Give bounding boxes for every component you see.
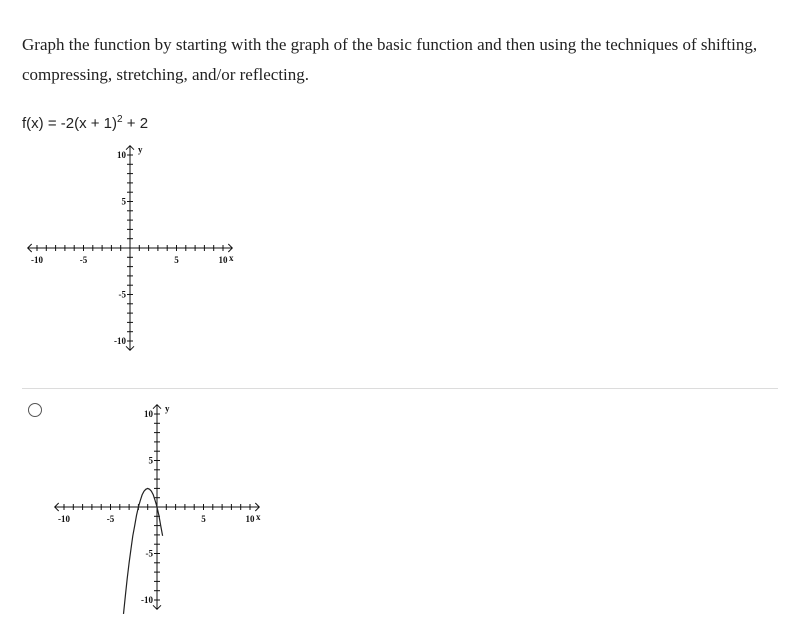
x-tick-label: 10 <box>245 514 255 524</box>
y-tick-label: 5 <box>121 196 126 207</box>
y-axis-label: y <box>138 144 143 155</box>
y-tick-label: 10 <box>144 409 153 419</box>
y-tick-label: -10 <box>141 595 153 605</box>
answer-option-radio[interactable] <box>28 403 42 417</box>
question-prompt: Graph the function by starting with the graph of the basic function and then using the techniques of shifting, compressing, stretching, and/or reflecting. <box>22 35 758 84</box>
function-tail: + 2 <box>122 115 149 132</box>
function-expression <box>22 114 148 132</box>
y-tick-label: -5 <box>145 548 153 559</box>
function-main: f(x) = -2(x + 1) <box>22 115 118 132</box>
x-tick-label: -10 <box>58 514 70 524</box>
x-tick-label: -5 <box>106 514 115 524</box>
x-tick-label: 5 <box>201 514 206 524</box>
x-tick-label: 5 <box>174 255 179 265</box>
x-axis-label: x <box>256 512 261 522</box>
x-tick-label: -10 <box>31 255 43 265</box>
y-tick-label: 10 <box>117 150 126 160</box>
reference-graph <box>18 138 250 360</box>
x-axis-label: x <box>229 253 234 263</box>
y-tick-label: -5 <box>118 289 126 300</box>
function-exponent: 2 <box>117 114 123 125</box>
y-axis-label: y <box>165 403 170 414</box>
y-tick-label: 5 <box>148 455 153 466</box>
x-tick-label: -5 <box>79 255 88 265</box>
x-tick-label: 10 <box>218 255 228 265</box>
answer-option-graph <box>46 395 278 620</box>
divider <box>22 388 778 389</box>
y-tick-label: -10 <box>114 336 126 346</box>
